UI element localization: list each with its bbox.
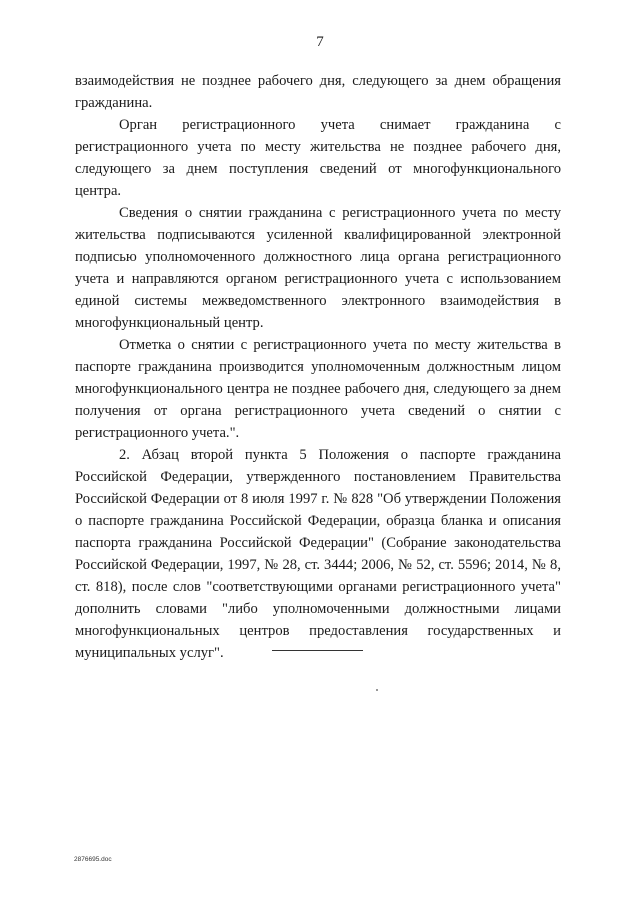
- paragraph-electronic-signature: Сведения о снятии гражданина с регистрационного учета по месту жительства подписываются усиленной квалифицированной электронной подписью уполномоченного должностного лица органа регистрационного учета и направляются органом регистрационного учета с использованием единой системы межведомственного электронного взаимодействия в многофункциональный центр.: [75, 205, 561, 331]
- scan-dot: [376, 689, 378, 691]
- page-number: 7: [316, 34, 324, 50]
- end-separator-line: [272, 650, 363, 651]
- paragraph-deregistration: Орган регистрационного учета снимает гражданина с регистрационного учета по месту жительства не позднее рабочего дня, следующего за днем поступления сведений от многофункционального центра.: [75, 117, 561, 199]
- paragraph-continuation: взаимодействия не позднее рабочего дня, следующего за днем обращения гражданина.: [75, 73, 561, 111]
- document-body: [75, 70, 561, 664]
- paragraph-passport-mark: Отметка о снятии с регистрационного учета по месту жительства в паспорте гражданина производится уполномоченным должностным лицом многофункционального центра не позднее рабочего дня, следующего за днем получения от органа регистрационного учета сведений о снятии с регистрационного учета.".: [75, 337, 561, 441]
- file-id: 2876695.doc: [74, 856, 112, 863]
- paragraph-amendment-2: 2. Абзац второй пункта 5 Положения о паспорте гражданина Российской Федерации, утвержденного постановлением Правительства Российской Федерации от 8 июля 1997 г. № 828 "Об утверждении Положения о паспорте гражданина Российской Федерации, образца бланка и описания паспорта гражданина Российской Федерации" (Собрание законодательства Российской Федерации, 1997, № 28, ст. 3444; 2006, № 52, ст. 5596; 2014, № 8, ст. 818), после слов "соответствующими органами регистрационного учета" дополнить словами "либо уполномоченными должностными лицами многофункциональных центров предоставления государственных и муниципальных услуг".: [75, 447, 561, 661]
